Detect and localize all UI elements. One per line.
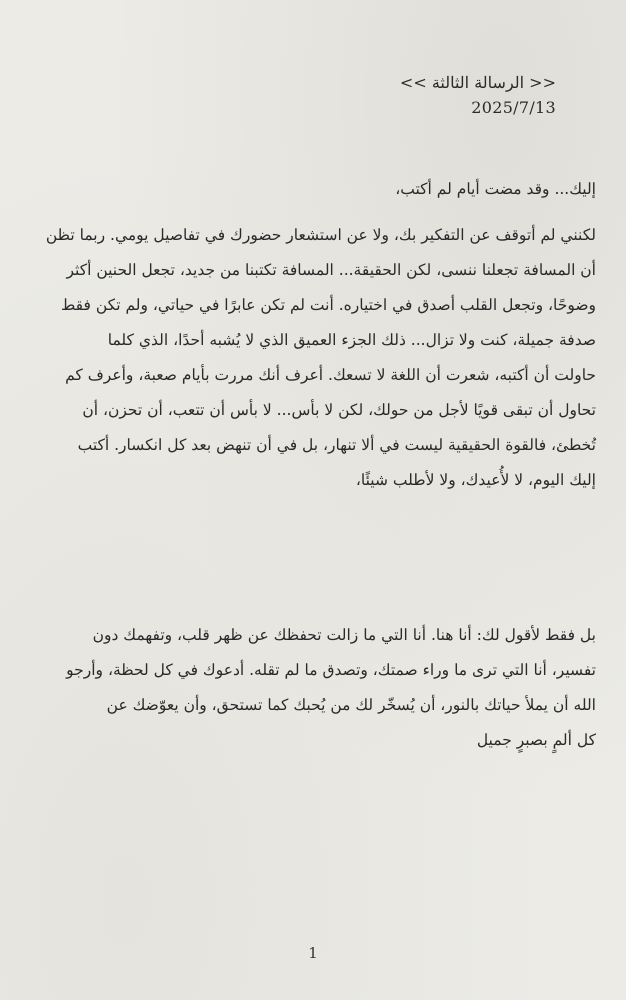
letter-greeting bbox=[30, 172, 596, 207]
letter-paragraph-2 bbox=[30, 618, 596, 758]
letter-title: << الرسالة الثالثة >> bbox=[399, 73, 556, 92]
letter-paragraph-1 bbox=[30, 218, 596, 498]
paragraph-line: بل فقط لأقول لك: أنا هنا. أنا التي ما زالت تحفظك عن ظهر قلب، وتفهمك دون bbox=[92, 626, 596, 644]
paragraph-line: الله أن يملأ حياتك بالنور، أن يُسخّر لك من يُحبك كما تستحق، وأن يعوّضك عن bbox=[106, 696, 596, 714]
letter-header bbox=[336, 70, 556, 120]
paragraph-line: أن المسافة تجعلنا ننسى، لكن الحقيقة... المسافة تكتبنا من جديد، تجعل الحنين أكثر bbox=[66, 261, 596, 279]
paragraph-line: تفسير، أنا التي ترى ما وراء صمتك، وتصدق ما لم تقله. أدعوك في كل لحظة، وأرجو bbox=[66, 661, 596, 679]
paragraph-line: كل ألمٍ بصبرٍ جميل bbox=[476, 731, 596, 749]
paragraph-line: تحاول أن تبقى قويًا لأجل من حولك، لكن لا بأس... لا بأس أن تتعب، أن تحزن، أن bbox=[82, 401, 596, 419]
paragraph-line: إليك اليوم، لا لأُعيدك، ولا لأطلب شيئًا، bbox=[355, 471, 596, 489]
paragraph-line: تُخطئ، فالقوة الحقيقية ليست في ألا تنهار، بل في أن تنهض بعد كل انكسار. أكتب bbox=[77, 436, 596, 454]
letter-date: 2025/7/13 bbox=[471, 98, 556, 117]
paragraph-line: لكنني لم أتوقف عن التفكير بك، ولا عن استشعار حضورك في تفاصيل يومي. ربما تظن bbox=[45, 226, 596, 244]
page-number: 1 bbox=[308, 944, 318, 962]
greeting-line: إليك... وقد مضت أيام لم أكتب، bbox=[395, 180, 596, 198]
paragraph-line: صدفة جميلة، كنت ولا تزال... ذلك الجزء العميق الذي لا يُشبه أحدًا، الذي كلما bbox=[107, 331, 596, 349]
paragraph-line: حاولت أن أكتبه، شعرت أن اللغة لا تسعك. أعرف أنك مررت بأيام صعبة، وأعرف كم bbox=[65, 366, 596, 384]
paragraph-line: وضوحًا، وتجعل القلب أصدق في اختياره. أنت لم تكن عابرًا في حياتي، ولم تكن فقط bbox=[60, 296, 596, 314]
